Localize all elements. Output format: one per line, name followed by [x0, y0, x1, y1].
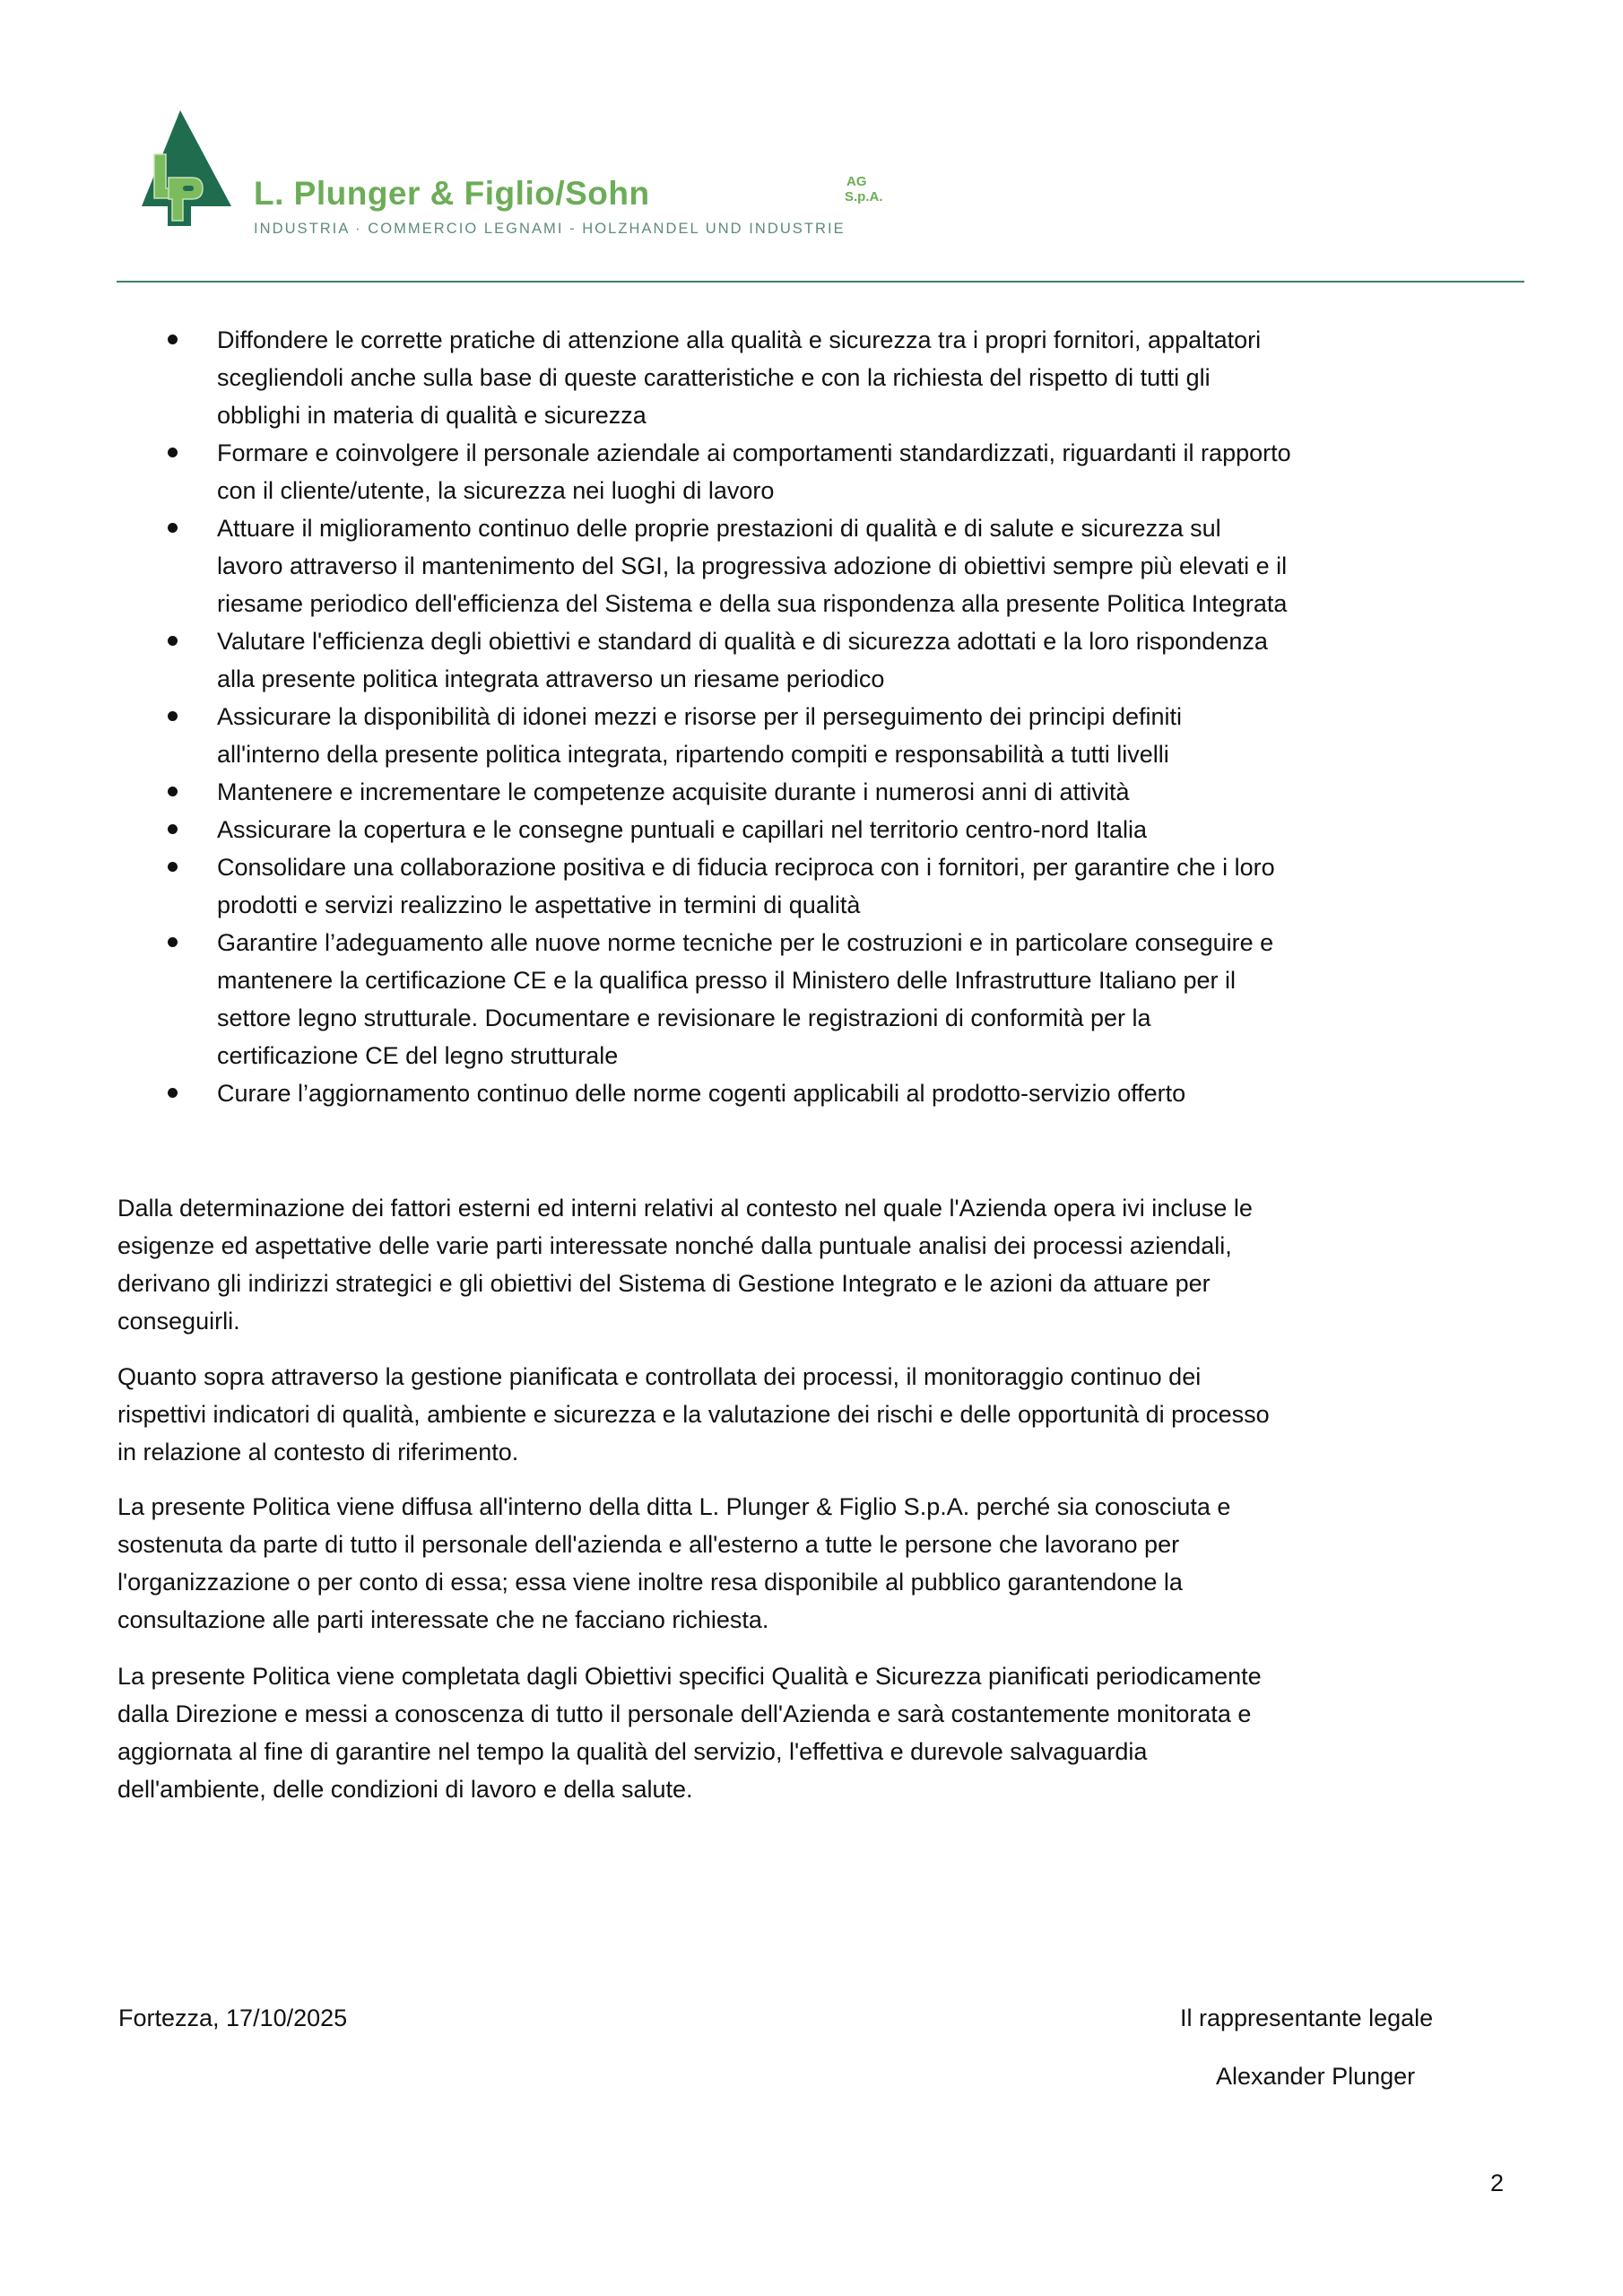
paragraph-line: Quanto sopra attraverso la gestione pianificata e controllata dei processi, il monitoraggio continuo dei — [117, 1363, 1202, 1390]
paragraph-line: rispettivi indicatori di qualità, ambiente e sicurezza e la valutazione dei rischi e delle opportunità di processo — [117, 1401, 1270, 1428]
bullet-icon — [168, 787, 178, 796]
paragraph-line: l'organizzazione o per conto di essa; essa viene inoltre resa disponibile al pubblico garantendone la — [117, 1569, 1183, 1596]
list-item-text: certificazione CE del legno strutturale — [217, 1042, 619, 1069]
page-number: 2 — [1490, 2170, 1505, 2196]
list-item-text: Attuare il miglioramento continuo delle proprie prestazioni di qualità e di salute e sicurezza sul — [217, 515, 1221, 542]
list-item-text: Mantenere e incrementare le competenze acquisite durante i numerosi anni di attività — [217, 778, 1130, 805]
bullet-icon — [168, 937, 178, 947]
bullet-icon — [168, 862, 178, 872]
list-item — [0, 773, 1623, 811]
bullet-icon — [168, 523, 178, 533]
list-item-text: alla presente politica integrata attraverso un riesame periodico — [217, 665, 885, 692]
lp-tree-logo-icon — [126, 99, 242, 242]
bullet-icon — [168, 824, 178, 834]
company-name: L. Plunger & Figlio/Sohn — [254, 175, 650, 212]
list-item — [0, 434, 1623, 509]
list-item — [0, 811, 1623, 848]
list-item-text: riesame periodico dell'efficienza del Sistema e della sua rispondenza alla presente Politica Integrata — [217, 590, 1288, 617]
paragraph-process-management — [117, 1358, 1534, 1471]
list-item-text: lavoro attraverso il mantenimento del SGI, la progressiva adozione di obiettivi sempre più elevati e il — [217, 552, 1288, 579]
paragraph-line: sostenuta da parte di tutto il personale dell'azienda e all'esterno a tutte le persone che lavorano per — [117, 1531, 1180, 1558]
paragraph-line: aggiornata al fine di garantire nel tempo la qualità del servizio, l'effettiva e durevole salvaguardia — [117, 1738, 1148, 1765]
list-item — [0, 698, 1623, 773]
bullet-icon — [168, 335, 178, 344]
paragraph-line: La presente Politica viene diffusa all'interno della ditta L. Plunger & Figlio S.p.A. perché sia conosciuta e — [117, 1493, 1231, 1520]
list-item-text: Assicurare la disponibilità di idonei mezzi e risorse per il perseguimento dei principi definiti — [217, 703, 1183, 730]
list-item-text: mantenere la certificazione CE e la qualifica presso il Ministero delle Infrastrutture Italiano per il — [217, 967, 1237, 994]
signatory-name: Alexander Plunger — [1216, 2063, 1416, 2090]
place-and-date: Fortezza, 17/10/2025 — [118, 2005, 348, 2031]
company-suffix-spa: S.p.A. — [845, 189, 883, 204]
list-item-text: Formare e coinvolgere il personale aziendale ai comportamenti standardizzati, riguardanti il rapporto — [217, 439, 1291, 466]
list-item — [0, 924, 1623, 1074]
list-item-text: prodotti e servizi realizzino le aspettative in termini di qualità — [217, 891, 861, 918]
list-item-text: all'interno della presente politica integrata, ripartendo compiti e responsabilità a tutti livelli — [217, 741, 1169, 768]
list-item — [0, 848, 1623, 924]
list-item-text: Valutare l'efficienza degli obiettivi e standard di qualità e di sicurezza adottati e la loro rispondenza — [217, 628, 1268, 655]
list-item-text: Consolidare una collaborazione positiva e di fiducia reciproca con i fornitori, per garantire che i loro — [217, 854, 1275, 881]
paragraph-line: conseguirli. — [117, 1308, 240, 1335]
paragraph-policy-objectives — [117, 1657, 1534, 1808]
list-item-text: scegliendoli anche sulla base di queste caratteristiche e con la richiesta del rispetto di tutti gli — [217, 364, 1211, 391]
bullet-icon — [168, 636, 178, 646]
paragraph-policy-diffusion — [117, 1488, 1534, 1639]
bullet-icon — [168, 448, 178, 457]
paragraph-line: dalla Direzione e messi a conoscenza di tutto il personale dell'Azienda e sarà costantemente monitorata e — [117, 1700, 1252, 1727]
paragraph-line: Dalla determinazione dei fattori esterni ed interni relativi al contesto nel quale l'Azienda opera ivi incluse le — [117, 1195, 1253, 1222]
list-item-text: obblighi in materia di qualità e sicurezza — [217, 402, 647, 429]
list-item — [0, 1074, 1623, 1112]
list-item-text: Diffondere le corrette pratiche di attenzione alla qualità e sicurezza tra i propri fornitori, appaltatori — [217, 326, 1262, 353]
company-suffix-ag: AG — [846, 174, 867, 189]
list-item-text: settore legno strutturale. Documentare e revisionare le registrazioni di conformità per la — [217, 1004, 1151, 1031]
bullet-icon — [168, 711, 178, 721]
paragraph-line: dell'ambiente, delle condizioni di lavoro e della salute. — [117, 1776, 693, 1803]
list-item-text: Curare l’aggiornamento continuo delle norme cogenti applicabili al prodotto-servizio offerto — [217, 1080, 1186, 1107]
paragraph-line: in relazione al contesto di riferimento. — [117, 1439, 519, 1465]
paragraph-line: esigenze ed aspettative delle varie parti interessate nonché dalla puntuale analisi dei processi aziendali, — [117, 1232, 1232, 1259]
list-item — [0, 622, 1623, 698]
list-item-text: Assicurare la copertura e le consegne puntuali e capillari nel territorio centro-nord Italia — [217, 816, 1148, 843]
header-divider — [117, 281, 1524, 283]
list-item — [0, 509, 1623, 622]
company-logo — [126, 99, 933, 251]
list-item — [0, 321, 1623, 434]
company-legal-suffix — [845, 174, 883, 204]
paragraph-line: derivano gli indirizzi strategici e gli obiettivi del Sistema di Gestione Integrato e le azioni da attuare per — [117, 1270, 1211, 1297]
list-item-text: con il cliente/utente, la sicurezza nei luoghi di lavoro — [217, 477, 775, 504]
paragraph-line: consultazione alle parti interessate che ne facciano richiesta. — [117, 1606, 769, 1633]
list-item-text: Garantire l’adeguamento alle nuove norme tecniche per le costruzioni e in particolare conseguire e — [217, 929, 1274, 956]
company-tagline: INDUSTRIA · COMMERCIO LEGNAMI - HOLZHANDEL UND INDUSTRIE — [254, 221, 846, 237]
policy-bullet-list — [0, 321, 1623, 1112]
bullet-icon — [168, 1088, 178, 1098]
signatory-role: Il rappresentante legale — [1180, 2005, 1434, 2031]
paragraph-line: La presente Politica viene completata dagli Obiettivi specifici Qualità e Sicurezza pianificati periodicamente — [117, 1663, 1262, 1690]
paragraph-context — [117, 1189, 1534, 1340]
